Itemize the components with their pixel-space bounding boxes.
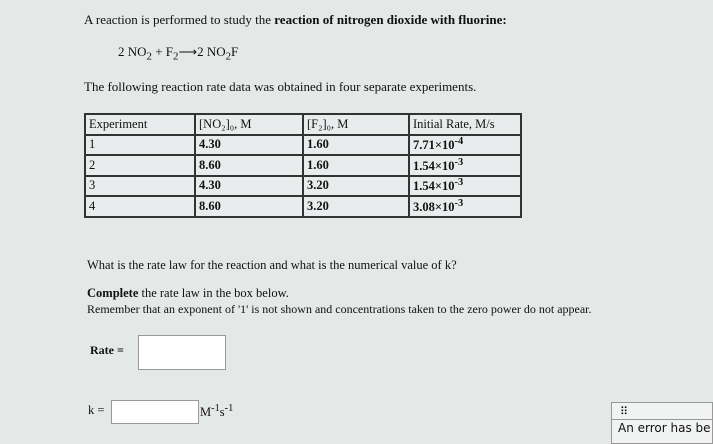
- cell-f2: 3.20: [303, 196, 409, 217]
- drag-handle-icon[interactable]: ⠿: [612, 403, 712, 420]
- cell-rate: $1.54\times 10^{-3}$: [409, 176, 521, 197]
- k-value-input[interactable]: [111, 400, 199, 424]
- note-text: Remember that an exponent of '1' is not shown and concentrations taken to the zero power do not appear.: [87, 302, 592, 316]
- k-units: $M^{-1}s^{-1}$: [200, 403, 234, 420]
- cell-exp: 1: [85, 135, 195, 156]
- error-message: An error has be: [618, 421, 711, 435]
- chemical-equation: 2 $NO_2$ + $F_2⟶2$ $NO_2F$: [118, 44, 239, 63]
- header-f2: [F₂]₀, M: [303, 114, 409, 135]
- cell-rate: $3.08\times 10^{-3}$: [409, 196, 521, 217]
- cell-f2: 3.20: [303, 176, 409, 197]
- table-row: [85, 196, 521, 217]
- table-row: [85, 176, 521, 197]
- question-text: What is the rate law for the reaction and what is the numerical value of k?: [87, 258, 457, 272]
- cell-f2: 1.60: [303, 135, 409, 156]
- instruction-text: Complete the rate law in the box below.: [87, 286, 289, 300]
- cell-no2: 8.60: [195, 196, 303, 217]
- cell-f2: 1.60: [303, 155, 409, 176]
- cell-rate: $1.54\times 10^{-3}$: [409, 155, 521, 176]
- cell-no2: 4.30: [195, 176, 303, 197]
- cell-exp: 4: [85, 196, 195, 217]
- cell-no2: 8.60: [195, 155, 303, 176]
- cell-exp: 3: [85, 176, 195, 197]
- k-label: k =: [88, 403, 105, 417]
- error-panel: [611, 402, 713, 444]
- table-header-row: [85, 114, 521, 135]
- table-row: [85, 155, 521, 176]
- rate-data-table: [84, 113, 522, 218]
- cell-rate: $7.71\times 10^{-4}$: [409, 135, 521, 156]
- header-rate: Initial Rate, M/s: [409, 114, 521, 135]
- header-experiment: Experiment: [85, 114, 195, 135]
- rate-law-input[interactable]: [138, 335, 226, 370]
- rate-label: Rate =: [90, 343, 124, 357]
- cell-no2: 4.30: [195, 135, 303, 156]
- header-no2: [NO₂]₀, M: [195, 114, 303, 135]
- data-intro: The following reaction rate data was obtained in four separate experiments.: [84, 79, 477, 94]
- intro-text: A reaction is performed to study the reaction of nitrogen dioxide with fluorine:: [84, 12, 507, 27]
- cell-exp: 2: [85, 155, 195, 176]
- table-row: [85, 135, 521, 156]
